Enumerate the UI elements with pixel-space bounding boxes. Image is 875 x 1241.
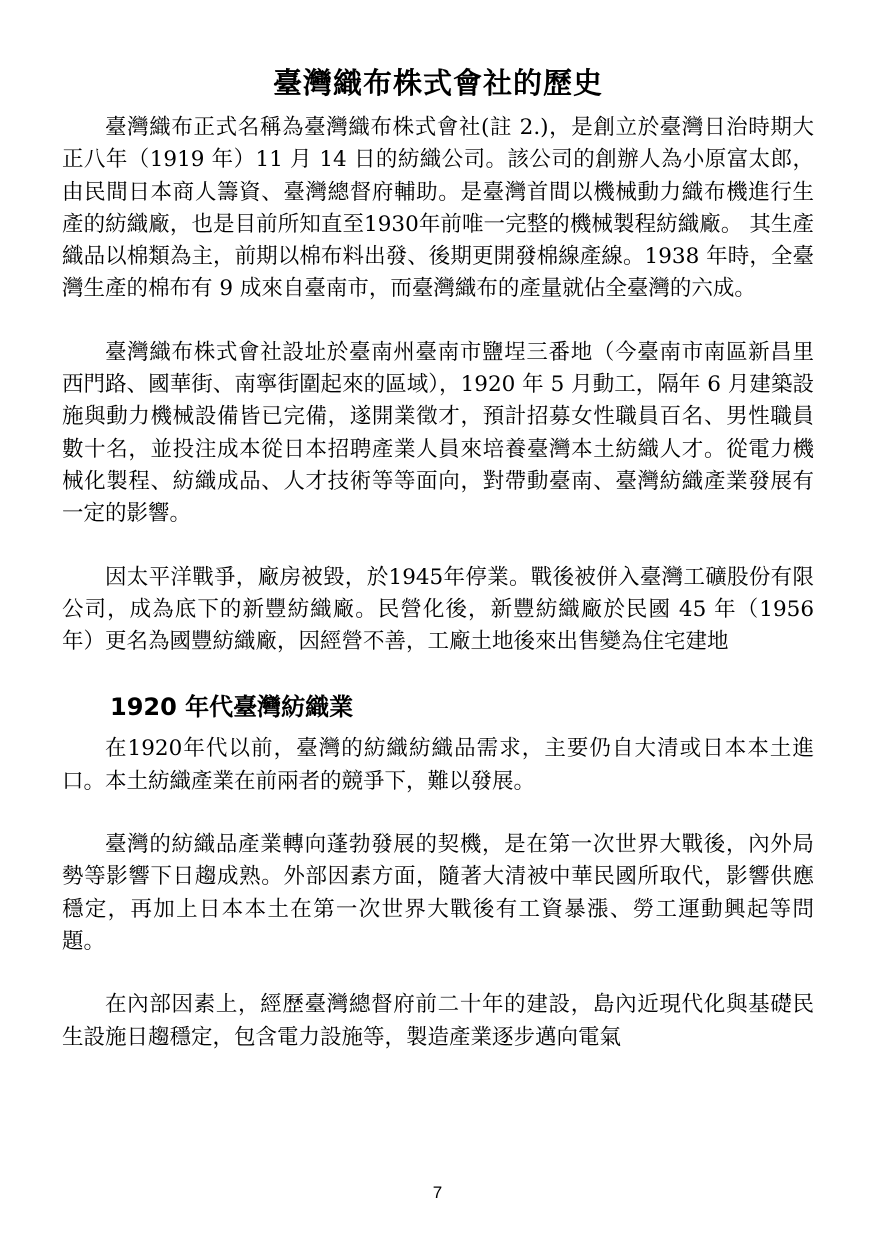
document-title: 臺灣織布株式會社的歷史 <box>272 66 603 100</box>
paragraph-gap <box>62 306 814 337</box>
section-heading: 1920 年代臺灣紡織業 <box>110 693 354 722</box>
paragraph-internal-factors: 在內部因素上，經歷臺灣總督府前二十年的建設，島內近現代化與基礎民生設施日趨穩定，包含電力設施等，製造產業逐步邁向電氣 <box>62 992 814 1050</box>
paragraph-founding: 臺灣織布正式名稱為臺灣織布株式會社(註 2.)，是創立於臺灣日治時期大正八年（1919 年）11 月 14 日的紡織公司。該公司的創辦人為小原富太郎，由民間日本商人籌資、臺灣總督府輔助。是臺灣首間以機械動力織布機進行生產的紡織廠，也是目前所知直至1930年前唯一完整的機械製程紡織廠。 其生產織品以棉類為主，前期以棉布料出發、後期更開發棉線產線。1938 年時，全臺灣生產的棉布有 9 成來自臺南市，而臺灣織布的產量就佔全臺灣的六成。 <box>62 115 814 302</box>
page-number: 7 <box>432 1183 443 1202</box>
document-page <box>62 62 814 1054</box>
paragraph-external-factors: 臺灣的紡織品產業轉向蓬勃發展的契機，是在第一次世界大戰後，內外局勢等影響下日趨成熟。外部因素方面，隨著大清被中華民國所取代，影響供應穩定，再加上日本本土在第一次世界大戰後有工資暴漲、勞工運動興起等問題。 <box>62 832 814 954</box>
paragraph-gap <box>62 798 814 829</box>
paragraph-gap <box>62 531 814 562</box>
paragraph-gap <box>62 958 814 989</box>
paragraph-location: 臺灣織布株式會社設址於臺南州臺南市鹽埕三番地（今臺南市南區新昌里西門路、國華街、南寧街圍起來的區域），1920 年 5 月動工，隔年 6 月建築設施與動力機械設備皆已完備，遂開業徵才，預計招募女性職員百名、男性職員數十名，並投注成本從日本招聘產業人員來培養臺灣本土紡織人才。從電力機械化製程、紡織成品、人才技術等等面向，對帶動臺南、臺灣紡織產業發展有一定的影響。 <box>62 339 814 527</box>
paragraph-gap <box>62 658 814 689</box>
paragraph-closure: 因太平洋戰爭，廠房被毀，於1945年停業。戰後被併入臺灣工礦股份有限公司，成為底下的新豐紡織廠。民營化後，新豐紡織廠於民國 45 年（1956 年）更名為國豐紡織廠，因經營不善，工廠土地後來出售變為住宅建地 <box>62 564 814 655</box>
paragraph-pre-1920: 在1920年代以前，臺灣的紡織紡織品需求，主要仍自大清或日本本土進口。本土紡織產業在前兩者的競爭下，難以發展。 <box>62 736 814 794</box>
